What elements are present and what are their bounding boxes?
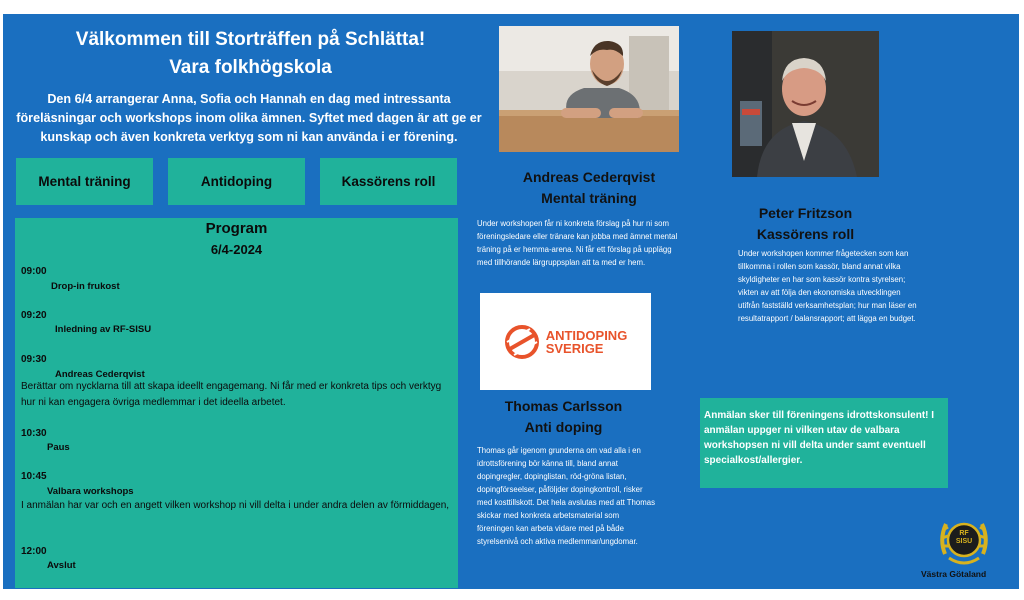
program-title: Program	[205, 220, 268, 237]
tile-mental-traning: Mental träning	[16, 158, 153, 205]
andreas-photo	[499, 26, 679, 152]
signup-box: Anmälan sker till föreningens idrottskonsulent! I anmälan uppger ni vilken utav de valbara workshopsen ni vill delta under samt eventuell specialkost/allergier.	[700, 398, 948, 488]
program-time: 10:45	[21, 471, 47, 482]
rf-sisu-logo	[937, 514, 991, 566]
andreas-heading	[499, 167, 679, 209]
antidoping-logo-line1: ANTIDOPING	[545, 327, 628, 343]
peter-name: Peter Fritzson	[758, 205, 853, 221]
rf-sisu-logo-text: RF SISU	[955, 530, 973, 545]
tile-antidoping: Antidoping	[168, 158, 305, 205]
andreas-topic: Mental träning	[541, 190, 637, 206]
title-line-2: Vara folkhögskola	[169, 57, 332, 78]
thomas-heading	[476, 396, 651, 438]
thomas-topic: Anti doping	[524, 419, 603, 435]
program-event: Drop-in frukost	[51, 281, 120, 292]
peter-photo	[732, 31, 879, 177]
program-time: 09:00	[21, 266, 47, 277]
program-time: 09:20	[21, 310, 47, 321]
program-event: Avslut	[47, 560, 76, 571]
antidoping-logo	[480, 293, 651, 390]
tile-kassorens-roll: Kassörens roll	[320, 158, 457, 205]
program-event: Andreas Cederqvist	[55, 369, 145, 380]
intro-text: Den 6/4 arrangerar Anna, Sofia och Hannah en dag med intressanta föreläsningar och workshops inom olika ämnen. Syftet med dagen är att ge er kunskap och även konkreta verktyg som ni kan använda i er förening.	[16, 92, 482, 144]
antidoping-logo-line2: SVERIGE	[545, 340, 604, 356]
peter-heading	[722, 203, 889, 245]
program-time: 12:00	[21, 546, 47, 557]
program-desc: I anmälan har var och en angett vilken workshop ni vill delta i under andra delen av förmiddagen,	[21, 500, 450, 511]
program-time: 09:30	[21, 354, 47, 365]
program-event: Paus	[47, 442, 70, 453]
andreas-text: Under workshopen får ni konkreta förslag på hur ni som föreningsledare eller tränare kan jobba med ämnet mental träning på er hemma-arena. Ni får ett förslag på upplägg med tillhörande lärgruppsplan att ta med er hem.	[477, 219, 678, 267]
poster	[3, 14, 1019, 589]
antidoping-mark-icon	[504, 324, 540, 360]
peter-text: Under workshopen kommer frågetecken som kan tillkomma i rollen som kassör, bland annat vilka skyldigheter en har som kassör kontra styrelsen; vikten av att följa den ekonomiska utvecklingen utifrån fastställd verksamhetsplan; hur man läser en resultatrapport / balansrapport; att lägga en budget.	[738, 249, 917, 323]
program-event: Valbara workshops	[47, 486, 134, 497]
thomas-name: Thomas Carlsson	[504, 398, 623, 414]
region-label: Västra Götaland	[921, 569, 987, 579]
program-desc: Berättar om nycklarna till att skapa ideellt engagemang. Ni får med er konkreta tips och verktyg hur ni kan engagera övriga medlemmar i det ideella arbetet.	[21, 381, 442, 408]
andreas-name: Andreas Cederqvist	[522, 169, 656, 185]
page-title	[23, 26, 478, 82]
thomas-text: Thomas går igenom grunderna om vad alla i en idrottsförening bör känna till, bland annat dopingregler, dopinglistan, röd-gröna listan, dopingförseelser, påföljder dopingkontroll, risker med kosttillskott. Det hela avslutas med att Thomas skickar med konkreta arbetsmaterial som föreningen kan arbeta vidare med på både styrelsenivå och aktiva medlemmar/ungdomar.	[477, 446, 655, 546]
program-time: 10:30	[21, 428, 47, 439]
program-date: 6/4-2024	[210, 242, 263, 257]
peter-topic: Kassörens roll	[756, 226, 855, 242]
program-event: Inledning av RF-SISU	[55, 324, 152, 335]
program-panel	[15, 218, 458, 588]
antidoping-logo-text	[546, 329, 628, 355]
title-line-1: Välkommen till Storträffen på Schlätta!	[75, 29, 426, 50]
